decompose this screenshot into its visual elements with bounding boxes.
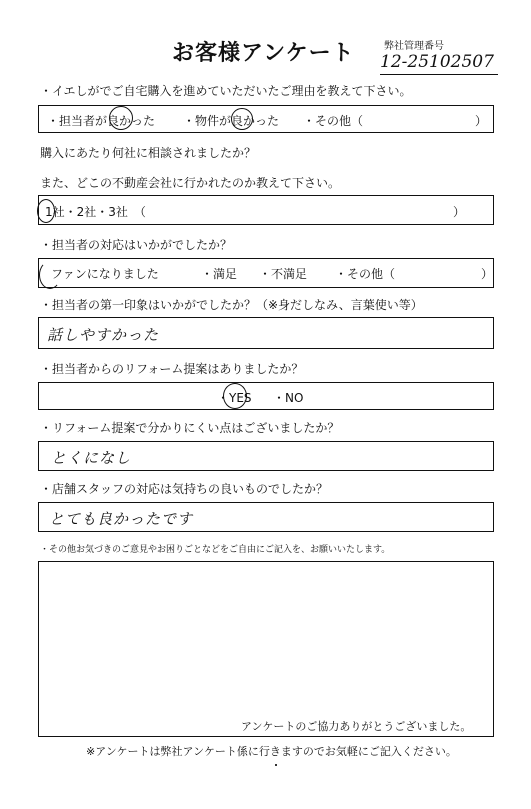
selection-circle [231,108,253,130]
answer-box-5 [38,382,494,410]
handwritten-answer-6: とくになし [51,449,132,467]
question-7: ・店舗スタッフの対応は気持ちの良いものでしたか？ [40,482,329,496]
option-other[interactable]: ・その他（ [335,267,396,281]
footer-note: ※アンケートは弊社アンケート係に行きますのでお気軽にご記入ください。 [86,745,457,758]
selection-circle [109,106,133,130]
answer-box-4[interactable] [38,317,494,349]
option-property-good[interactable]: ・物件が良かった [183,114,280,128]
management-number-value: 12-25102507 [380,52,494,72]
handwritten-answer-4: 話しやすかった [47,326,160,344]
question-2b: また、どこの不動産会社に行かれたのか教えて下さい。 [40,176,341,190]
management-number-underline [380,74,498,75]
selection-circle [223,383,247,409]
question-8: ・その他お気づきのご意見やお困りごとなどをご自由にご記入を、お願いいたします。 [40,545,391,555]
option-other[interactable]: ・その他（ [303,114,364,128]
option-no[interactable]: ・NO [273,391,304,405]
answer-box-2 [38,195,494,225]
answer-box-3 [38,258,494,288]
free-comment-box[interactable] [38,561,494,737]
thank-you-message: アンケートのご協力ありがとうございました。 [241,720,472,733]
option-unsatisfied[interactable]: ・不満足 [259,267,308,281]
selection-circle [37,199,55,223]
question-6: ・リフォーム提案で分かりにくい点はございましたか？ [40,421,340,435]
option-became-fan[interactable]: ファンになりました [51,267,159,281]
question-3: ・担当者の対応はいかがでしたか？ [40,238,233,252]
option-company-count[interactable]: 1社・2社・3社 （ [45,205,146,219]
option-satisfied[interactable]: ・満足 [201,267,238,281]
question-4: ・担当者の第一印象はいかがでしたか？（※身だしなみ、言葉使い等） [40,298,423,312]
option-yes[interactable]: ・YES [217,391,252,405]
answer-box-1 [38,105,494,133]
management-number-label: 弊社管理番号 [384,41,444,52]
selection-circle [39,261,61,289]
option-other-close: ） [481,267,494,281]
question-2a: 購入にあたり何社に相談されましたか？ [40,146,257,160]
option-other-close: ） [475,114,488,128]
answer-box-6[interactable] [38,441,494,471]
handwritten-answer-7: とても良かったです [49,510,194,528]
answer-box-7[interactable] [38,502,494,532]
question-1: ・イエしがでご自宅購入を進めていただいたご理由を教えて下さい。 [40,84,412,98]
option-company-close: ） [453,205,466,219]
survey-title: お客様アンケート [172,41,355,66]
scan-dot [275,764,277,766]
option-staff-good[interactable]: ・担当者が良かった [47,114,156,128]
question-5: ・担当者からのリフォーム提案はありましたか？ [40,362,304,376]
